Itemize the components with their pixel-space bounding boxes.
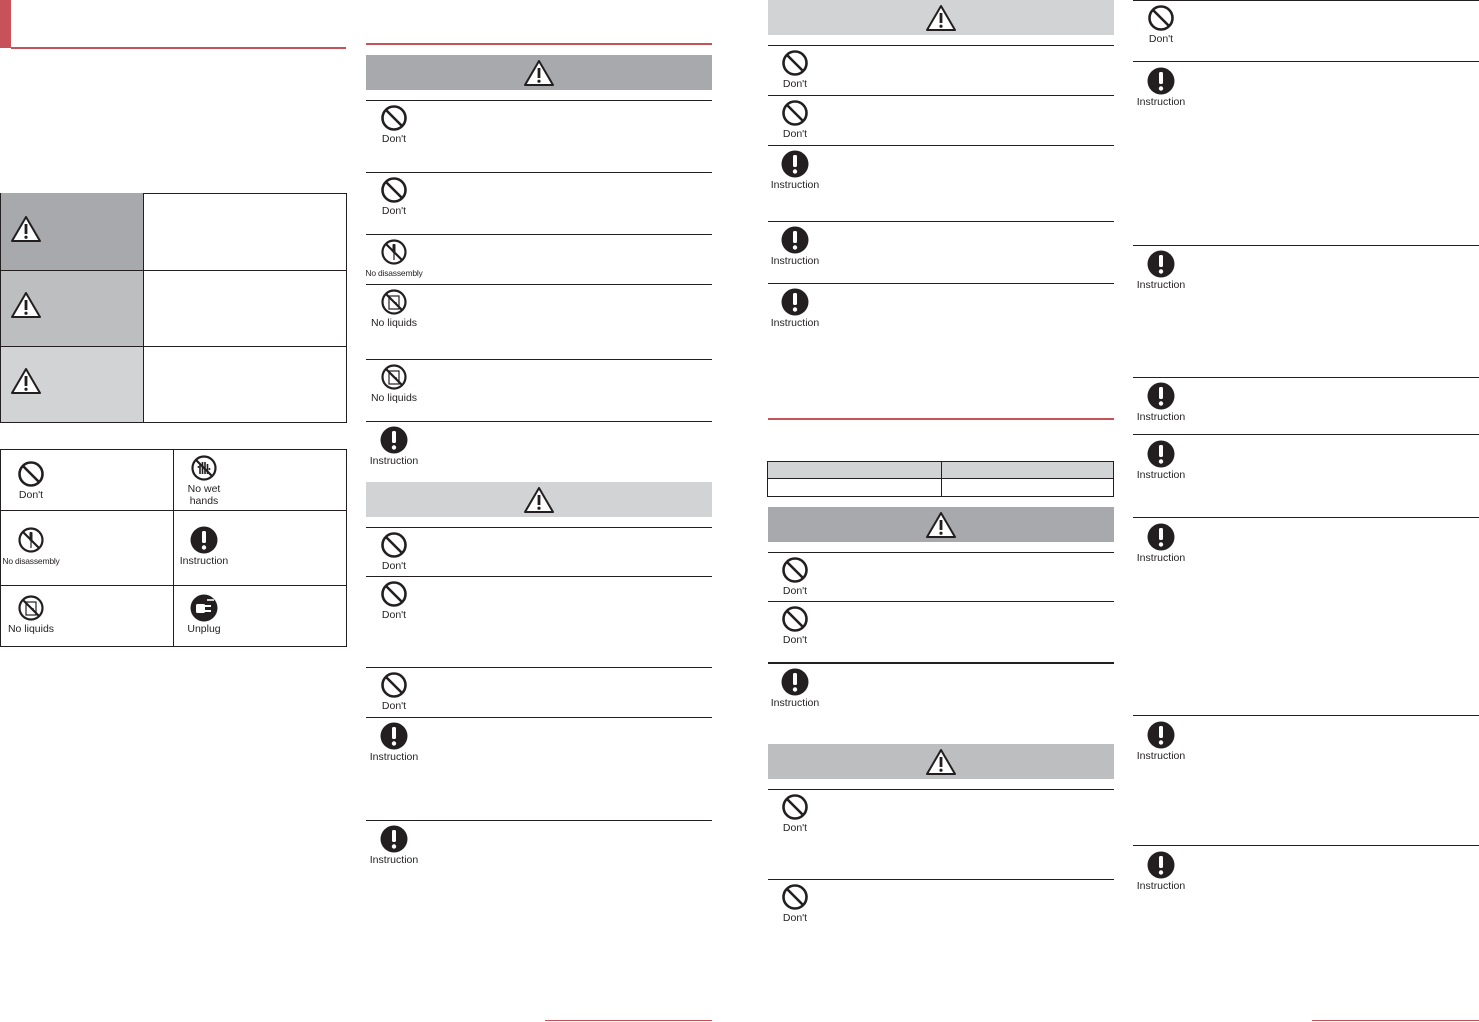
spec-table [767, 461, 1114, 497]
item-divider [768, 221, 1114, 222]
exclamation-icon [380, 825, 408, 853]
dont-marker [765, 793, 825, 834]
marker-label: Instruction [369, 455, 419, 467]
legend-label: No liquids [7, 623, 55, 635]
prohibition-icon [781, 556, 809, 584]
section-header-rule [11, 47, 346, 49]
dont-marker [1131, 4, 1191, 45]
marker-label: No disassembly [365, 268, 423, 278]
legend-label: No disassembly [2, 556, 60, 566]
marker-label: Don't [381, 133, 407, 145]
page-footer-link-rule [545, 1020, 712, 1021]
item-divider [366, 576, 712, 577]
prohibition-icon [781, 99, 809, 127]
prohibition-icon [781, 605, 809, 633]
instruction-marker [765, 226, 825, 267]
marker-label: Instruction [770, 317, 820, 329]
marker-label: Instruction [1136, 552, 1186, 564]
prohibition-icon [380, 531, 408, 559]
item-divider [768, 45, 1114, 46]
item-divider [366, 717, 712, 718]
prohibition-icon [380, 580, 408, 608]
exclamation-icon [781, 668, 809, 696]
marker-label: Don't [782, 634, 808, 646]
marker-label: No liquids [370, 317, 418, 329]
item-divider [366, 100, 712, 101]
marker-label: Instruction [1136, 411, 1186, 423]
chapter-tab [0, 0, 11, 48]
exclamation-icon [1147, 250, 1175, 278]
instruction-marker [765, 668, 825, 709]
legend-no-wet-hands [174, 454, 234, 507]
prohibition-icon [380, 671, 408, 699]
instruction-marker [1131, 721, 1191, 762]
section-rule [366, 43, 712, 45]
item-divider [1133, 61, 1479, 62]
prohibition-icon [380, 176, 408, 204]
item-divider [366, 421, 712, 422]
item-divider [366, 234, 712, 235]
no-wet-hands-icon [190, 454, 218, 482]
warning-triangle-icon [925, 511, 957, 539]
warning-triangle-icon [925, 4, 957, 32]
prohibition-icon [380, 104, 408, 132]
symbol-legend-table [0, 449, 347, 647]
warning-triangle-icon [10, 291, 42, 319]
marker-label: Don't [381, 609, 407, 621]
marker-label: No liquids [370, 392, 418, 404]
no-disassembly-marker [364, 238, 424, 279]
marker-label: Don't [381, 700, 407, 712]
dont-marker [765, 556, 825, 597]
dont-marker [364, 671, 424, 712]
instruction-marker [1131, 440, 1191, 481]
marker-label: Don't [381, 560, 407, 572]
unplug-icon [190, 594, 218, 622]
hazard-level-band [768, 744, 1114, 779]
instruction-marker [364, 722, 424, 763]
item-divider [1133, 845, 1479, 846]
marker-label: Instruction [1136, 96, 1186, 108]
item-divider [366, 820, 712, 821]
marker-label: Don't [1148, 33, 1174, 45]
warning-triangle-icon [523, 486, 555, 514]
page-footer-link-rule [1312, 1020, 1479, 1021]
instruction-marker [1131, 67, 1191, 108]
item-divider [366, 359, 712, 360]
marker-label: Don't [782, 912, 808, 924]
marker-label: Instruction [770, 179, 820, 191]
dont-marker [765, 883, 825, 924]
level-row-danger [1, 193, 346, 270]
dont-marker [364, 104, 424, 145]
item-divider [366, 284, 712, 285]
item-divider [1133, 434, 1479, 435]
item-divider [768, 662, 1114, 664]
instruction-marker [765, 288, 825, 329]
instruction-marker [765, 150, 825, 191]
exclamation-icon [380, 722, 408, 750]
level-row-warning [1, 270, 346, 346]
prohibition-icon [1147, 4, 1175, 32]
legend-label: Don't [18, 489, 44, 501]
no-liquids-icon [17, 594, 45, 622]
danger-level-table [0, 193, 347, 423]
marker-label: Instruction [1136, 880, 1186, 892]
hazard-level-band [768, 507, 1114, 542]
item-divider [1133, 377, 1479, 378]
marker-label: Don't [782, 585, 808, 597]
marker-label: Instruction [1136, 279, 1186, 291]
marker-label: Don't [381, 205, 407, 217]
prohibition-icon [781, 49, 809, 77]
no-liquids-marker [364, 363, 424, 404]
dont-marker [765, 49, 825, 90]
item-divider [1133, 517, 1479, 518]
instruction-marker [1131, 382, 1191, 423]
item-divider [768, 879, 1114, 880]
level-row-caution [1, 346, 346, 422]
instruction-marker [364, 426, 424, 467]
item-divider [366, 527, 712, 528]
dont-marker [364, 580, 424, 621]
marker-label: Instruction [1136, 750, 1186, 762]
warning-triangle-icon [10, 215, 42, 243]
instruction-marker [364, 825, 424, 866]
prohibition-icon [17, 460, 45, 488]
dont-marker [364, 531, 424, 572]
legend-label: Instruction [179, 555, 229, 567]
item-divider [768, 552, 1114, 553]
marker-label: Instruction [369, 854, 419, 866]
legend-unplug [174, 594, 234, 635]
item-divider [1133, 715, 1479, 716]
no-liquids-icon [380, 288, 408, 316]
exclamation-icon [1147, 851, 1175, 879]
instruction-marker [1131, 523, 1191, 564]
no-liquids-icon [380, 363, 408, 391]
legend-dont [1, 460, 61, 501]
dont-marker [364, 176, 424, 217]
instruction-marker [1131, 851, 1191, 892]
exclamation-icon [1147, 523, 1175, 551]
no-disassembly-icon [380, 238, 408, 266]
item-divider [768, 601, 1114, 602]
legend-label: Unplug [187, 623, 221, 635]
exclamation-icon [1147, 382, 1175, 410]
exclamation-icon [190, 526, 218, 554]
legend-label: No wet hands [187, 483, 221, 507]
prohibition-icon [781, 793, 809, 821]
legend-no-disassembly [1, 526, 61, 567]
legend-instruction [174, 526, 234, 567]
dont-marker [765, 99, 825, 140]
marker-label: Instruction [770, 697, 820, 709]
section-rule [768, 418, 1114, 420]
marker-label: Don't [782, 128, 808, 140]
exclamation-icon [781, 150, 809, 178]
exclamation-icon [1147, 721, 1175, 749]
hazard-level-band [366, 482, 712, 517]
item-divider [768, 95, 1114, 96]
hazard-level-band [366, 55, 712, 90]
item-divider [1133, 245, 1479, 246]
item-divider [1133, 0, 1479, 1]
exclamation-icon [380, 426, 408, 454]
marker-label: Instruction [1136, 469, 1186, 481]
warning-triangle-icon [925, 748, 957, 776]
marker-label: Don't [782, 78, 808, 90]
exclamation-icon [1147, 67, 1175, 95]
exclamation-icon [781, 226, 809, 254]
hazard-level-band [768, 0, 1114, 35]
item-divider [768, 145, 1114, 146]
item-divider [768, 283, 1114, 284]
dont-marker [765, 605, 825, 646]
marker-label: Instruction [770, 255, 820, 267]
exclamation-icon [1147, 440, 1175, 468]
no-disassembly-icon [17, 526, 45, 554]
item-divider [768, 789, 1114, 790]
item-divider [366, 667, 712, 668]
marker-label: Don't [782, 822, 808, 834]
warning-triangle-icon [523, 59, 555, 87]
instruction-marker [1131, 250, 1191, 291]
marker-label: Instruction [369, 751, 419, 763]
legend-no-liquids [1, 594, 61, 635]
item-divider [366, 172, 712, 173]
prohibition-icon [781, 883, 809, 911]
no-liquids-marker [364, 288, 424, 329]
exclamation-icon [781, 288, 809, 316]
warning-triangle-icon [10, 367, 42, 395]
